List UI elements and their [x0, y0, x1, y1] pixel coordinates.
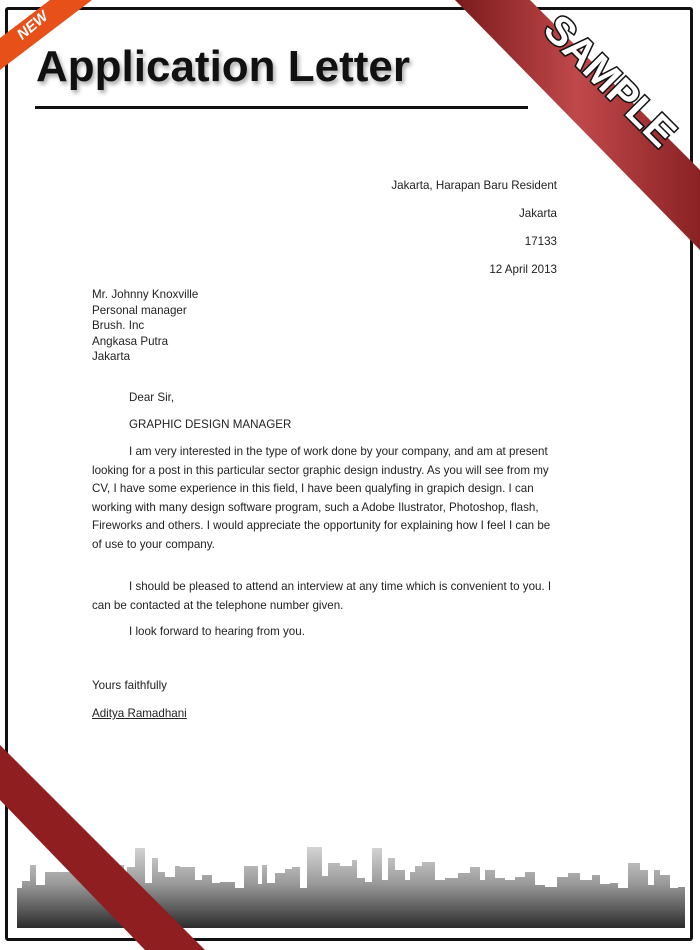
recipient-line: Personal manager	[92, 303, 187, 317]
new-ribbon-label: NEW	[13, 7, 52, 44]
recipient-line: Jakarta	[92, 350, 131, 363]
paragraph: I am very interested in the type of work done by your company, and am at present looking for a post in this particular sector graphic design industry. As you will see from my CV, I have some experience in this field, I have been qualyfing in grapich design. I can working with many design software program, such a Adobe Ilustrator, Photoshop, flash, Fireworks and others. I would appreciate the opportunity for explaining how I feel I can be of use to your company.	[92, 445, 551, 551]
subject-line: GRAPHIC DESIGN MANAGER	[129, 418, 292, 431]
recipient-line: Mr. Johnny Knoxville	[92, 288, 199, 301]
closing: Yours faithfully	[92, 679, 167, 692]
sender-city: Jakarta	[518, 207, 557, 220]
recipient-line: Brush. Inc	[92, 319, 145, 332]
recipient-line: Angkasa Putra	[92, 334, 169, 348]
title-divider	[35, 106, 528, 109]
paragraph: I should be pleased to attend an interview at any time which is convenient to you. I can be contacted at the telephone number given.	[92, 580, 552, 612]
page-title: Application Letter	[36, 42, 411, 91]
salutation: Dear Sir,	[129, 391, 175, 404]
letter-date: 12 April 2013	[489, 263, 557, 276]
sample-ribbon-label: SAMPLE	[535, 6, 685, 156]
recipient-block	[92, 287, 198, 365]
sender-postcode: 17133	[524, 235, 557, 248]
paragraph: I look forward to hearing from you.	[129, 625, 305, 638]
sender-address: Jakarta, Harapan Baru Resident	[391, 179, 557, 192]
signature-name: Aditya Ramadhani	[92, 707, 187, 720]
